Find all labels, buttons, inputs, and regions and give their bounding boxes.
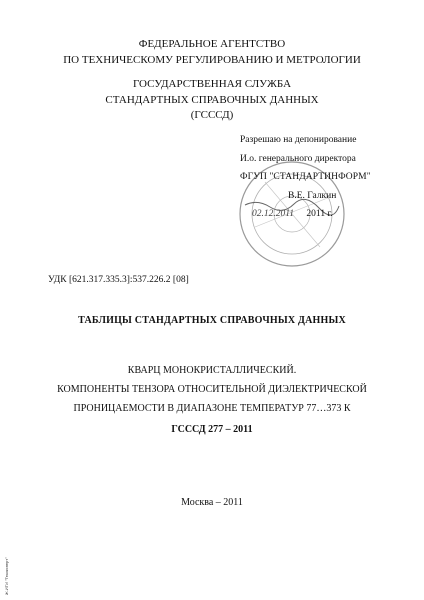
handwritten-date: 02.12.2011 xyxy=(252,209,295,219)
udk-code: УДК [621.317.335.3]:537.226.2 [08] xyxy=(48,275,189,285)
document-title: ТАБЛИЦЫ СТАНДАРТНЫХ СПРАВОЧНЫХ ДАННЫХ xyxy=(78,315,346,326)
agency-line-2: ПО ТЕХНИЧЕСКОМУ РЕГУЛИРОВАНИЮ И МЕТРОЛОГИИ xyxy=(63,53,361,66)
side-watermark-text: Ж.ИТИ "Техэксперт" xyxy=(4,557,9,595)
approval-permission: Разрешаю на депонирование xyxy=(240,135,357,145)
document-code: ГСССД 277 – 2011 xyxy=(171,424,253,435)
approval-signatory: В.Е. Галкин xyxy=(288,190,337,201)
approval-date: 2011 г. xyxy=(306,209,333,219)
approval-block xyxy=(240,131,400,224)
subject-line-2: КОМПОНЕНТЫ ТЕНЗОРА ОТНОСИТЕЛЬНОЙ ДИЭЛЕКТРИЧЕСКОЙ xyxy=(57,384,367,395)
approval-position: И.о. генерального директора xyxy=(240,153,356,164)
service-header xyxy=(0,77,424,124)
subject-line-1: КВАРЦ МОНОКРИСТАЛЛИЧЕСКИЙ. xyxy=(127,365,297,376)
document-subject xyxy=(0,361,424,418)
service-line-3: (ГСССД) xyxy=(190,109,234,121)
service-line-2: СТАНДАРТНЫХ СПРАВОЧНЫХ ДАННЫХ xyxy=(105,93,319,106)
agency-header xyxy=(0,37,424,68)
approval-date-row xyxy=(240,205,400,224)
city-year: Москва – 2011 xyxy=(181,497,243,508)
agency-line-1: ФЕДЕРАЛЬНОЕ АГЕНТСТВО xyxy=(138,38,286,50)
approval-organization: ФГУП "СТАНДАРТИНФОРМ" xyxy=(240,172,371,182)
side-watermark xyxy=(2,540,12,595)
service-line-1: ГОСУДАРСТВЕННАЯ СЛУЖБА xyxy=(132,78,292,90)
subject-line-3: ПРОНИЦАЕМОСТИ В ДИАПАЗОНЕ ТЕМПЕРАТУР 77…373 К xyxy=(73,403,351,414)
